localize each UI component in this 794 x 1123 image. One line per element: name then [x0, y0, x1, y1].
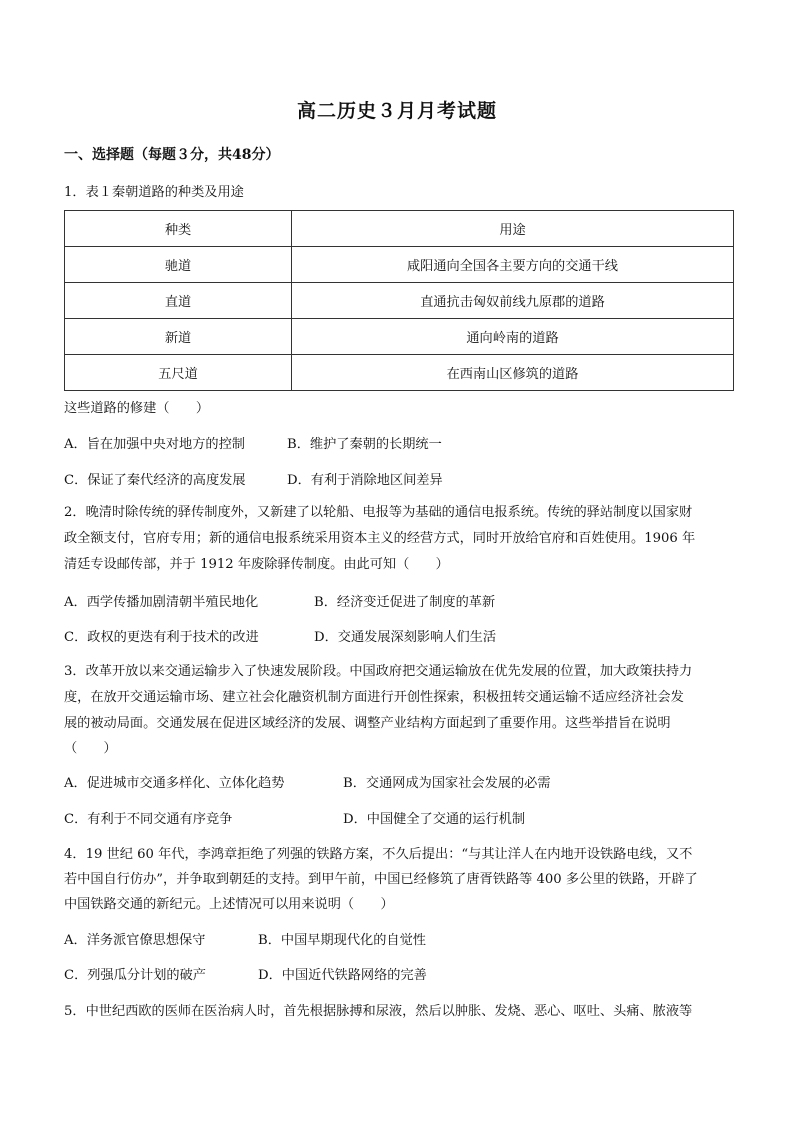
table-cell: 直通抗击匈奴前线九原郡的道路: [292, 283, 734, 319]
q3-option-d[interactable]: D．中国健全了交通的运行机制: [343, 812, 526, 827]
table-cell: 直道: [65, 283, 292, 319]
page-title: 高二历史３月月考试题: [296, 100, 497, 122]
question-3-line-3: 展的被动局面。交通发展在促进区域经济的发展、调整产业结构方面起到了重要作用。这些举措旨在说明: [64, 716, 671, 731]
q3-option-c[interactable]: C．有利于不同交通有序竞争: [64, 812, 233, 827]
table-cell: 咸阳通向全国各主要方向的交通干线: [292, 247, 734, 283]
question-2-line-2: 政全额支付，官府专用；新的通信电报系统采用资本主义的经营方式，同时开放给官府和百姓使用。1906 年: [64, 531, 696, 546]
q4-option-d[interactable]: D．中国近代铁路网络的完善: [258, 968, 427, 983]
q1-option-a[interactable]: A．旨在加强中央对地方的控制: [64, 437, 245, 452]
table-cell: 通向岭南的道路: [292, 319, 734, 355]
table-cell: 驰道: [65, 247, 292, 283]
question-2-line-1: 2．晚清时除传统的驿传制度外，又新建了以轮船、电报等为基础的通信电报系统。传统的驿站制度以国家财: [64, 505, 693, 520]
q2-option-d[interactable]: D．交通发展深刻影响人们生活: [314, 630, 497, 645]
table-row: [65, 247, 734, 283]
question-4-line-2: 若中国自行仿办”，并争取到朝廷的支持。到甲午前，中国已经修筑了唐胥铁路等 400 多公里的铁路，开辟了: [64, 872, 698, 887]
table-cell: 五尺道: [65, 355, 292, 391]
q2-option-c[interactable]: C．政权的更迭有利于技术的改进: [64, 630, 259, 645]
table-header-cell: 用途: [292, 211, 734, 247]
q2-option-b[interactable]: B．经济变迁促进了制度的革新: [314, 595, 496, 610]
question-3-line-2: 度，在放开交通运输市场、建立社会化融资机制方面进行开创性探索，积极扭转交通运输不适应经济社会发: [64, 690, 684, 705]
q4-option-c[interactable]: C．列强瓜分计划的破产: [64, 968, 206, 983]
table-cell: 在西南山区修筑的道路: [292, 355, 734, 391]
question-5-line-1: 5．中世纪西欧的医师在医治病人时，首先根据脉搏和尿液，然后以肿胀、发烧、恶心、呕吐、头痛、脓液等: [64, 1004, 693, 1019]
q1-option-b[interactable]: B．维护了秦朝的长期统一: [287, 437, 442, 452]
question-3-line-1: 3．改革开放以来交通运输步入了快速发展阶段。中国政府把交通运输放在优先发展的位置，加大政策扶持力: [64, 664, 693, 679]
q3-option-a[interactable]: A．促进城市交通多样化、立体化趋势: [64, 776, 285, 791]
question-4-line-1: 4．19 世纪 60 年代，李鸿章拒绝了列强的铁路方案，不久后提出：“与其让洋人在内地开设铁路电线，又不: [64, 847, 693, 862]
question-4-line-3: 中国铁路交通的新纪元。上述情况可以用来说明（ ）: [64, 897, 394, 912]
question-1-prompt: 这些道路的修建（ ）: [64, 401, 210, 416]
table-header-row: [65, 211, 734, 247]
table-row: [65, 283, 734, 319]
q4-option-a[interactable]: A．洋务派官僚思想保守: [64, 933, 206, 948]
question-2-line-3: 清廷专设邮传部，并于 1912 年废除驿传制度。由此可知（ ）: [64, 557, 449, 572]
question-3-line-4: （ ）: [64, 741, 117, 756]
table-cell: 新道: [65, 319, 292, 355]
q4-option-b[interactable]: B．中国早期现代化的自觉性: [258, 933, 426, 948]
question-1-stem: 1．表１秦朝道路的种类及用途: [64, 185, 244, 200]
q2-option-a[interactable]: A．西学传播加剧清朝半殖民地化: [64, 595, 259, 610]
table-row: [65, 319, 734, 355]
table-row: [65, 355, 734, 391]
section-heading: 一、选择题（每题３分，共48分）: [64, 147, 280, 163]
roads-table: [64, 210, 734, 391]
q1-option-d[interactable]: D．有利于消除地区间差异: [287, 473, 443, 488]
table-header-cell: 种类: [65, 211, 292, 247]
q3-option-b[interactable]: B．交通网成为国家社会发展的必需: [343, 776, 551, 791]
q1-option-c[interactable]: C．保证了秦代经济的高度发展: [64, 473, 246, 488]
